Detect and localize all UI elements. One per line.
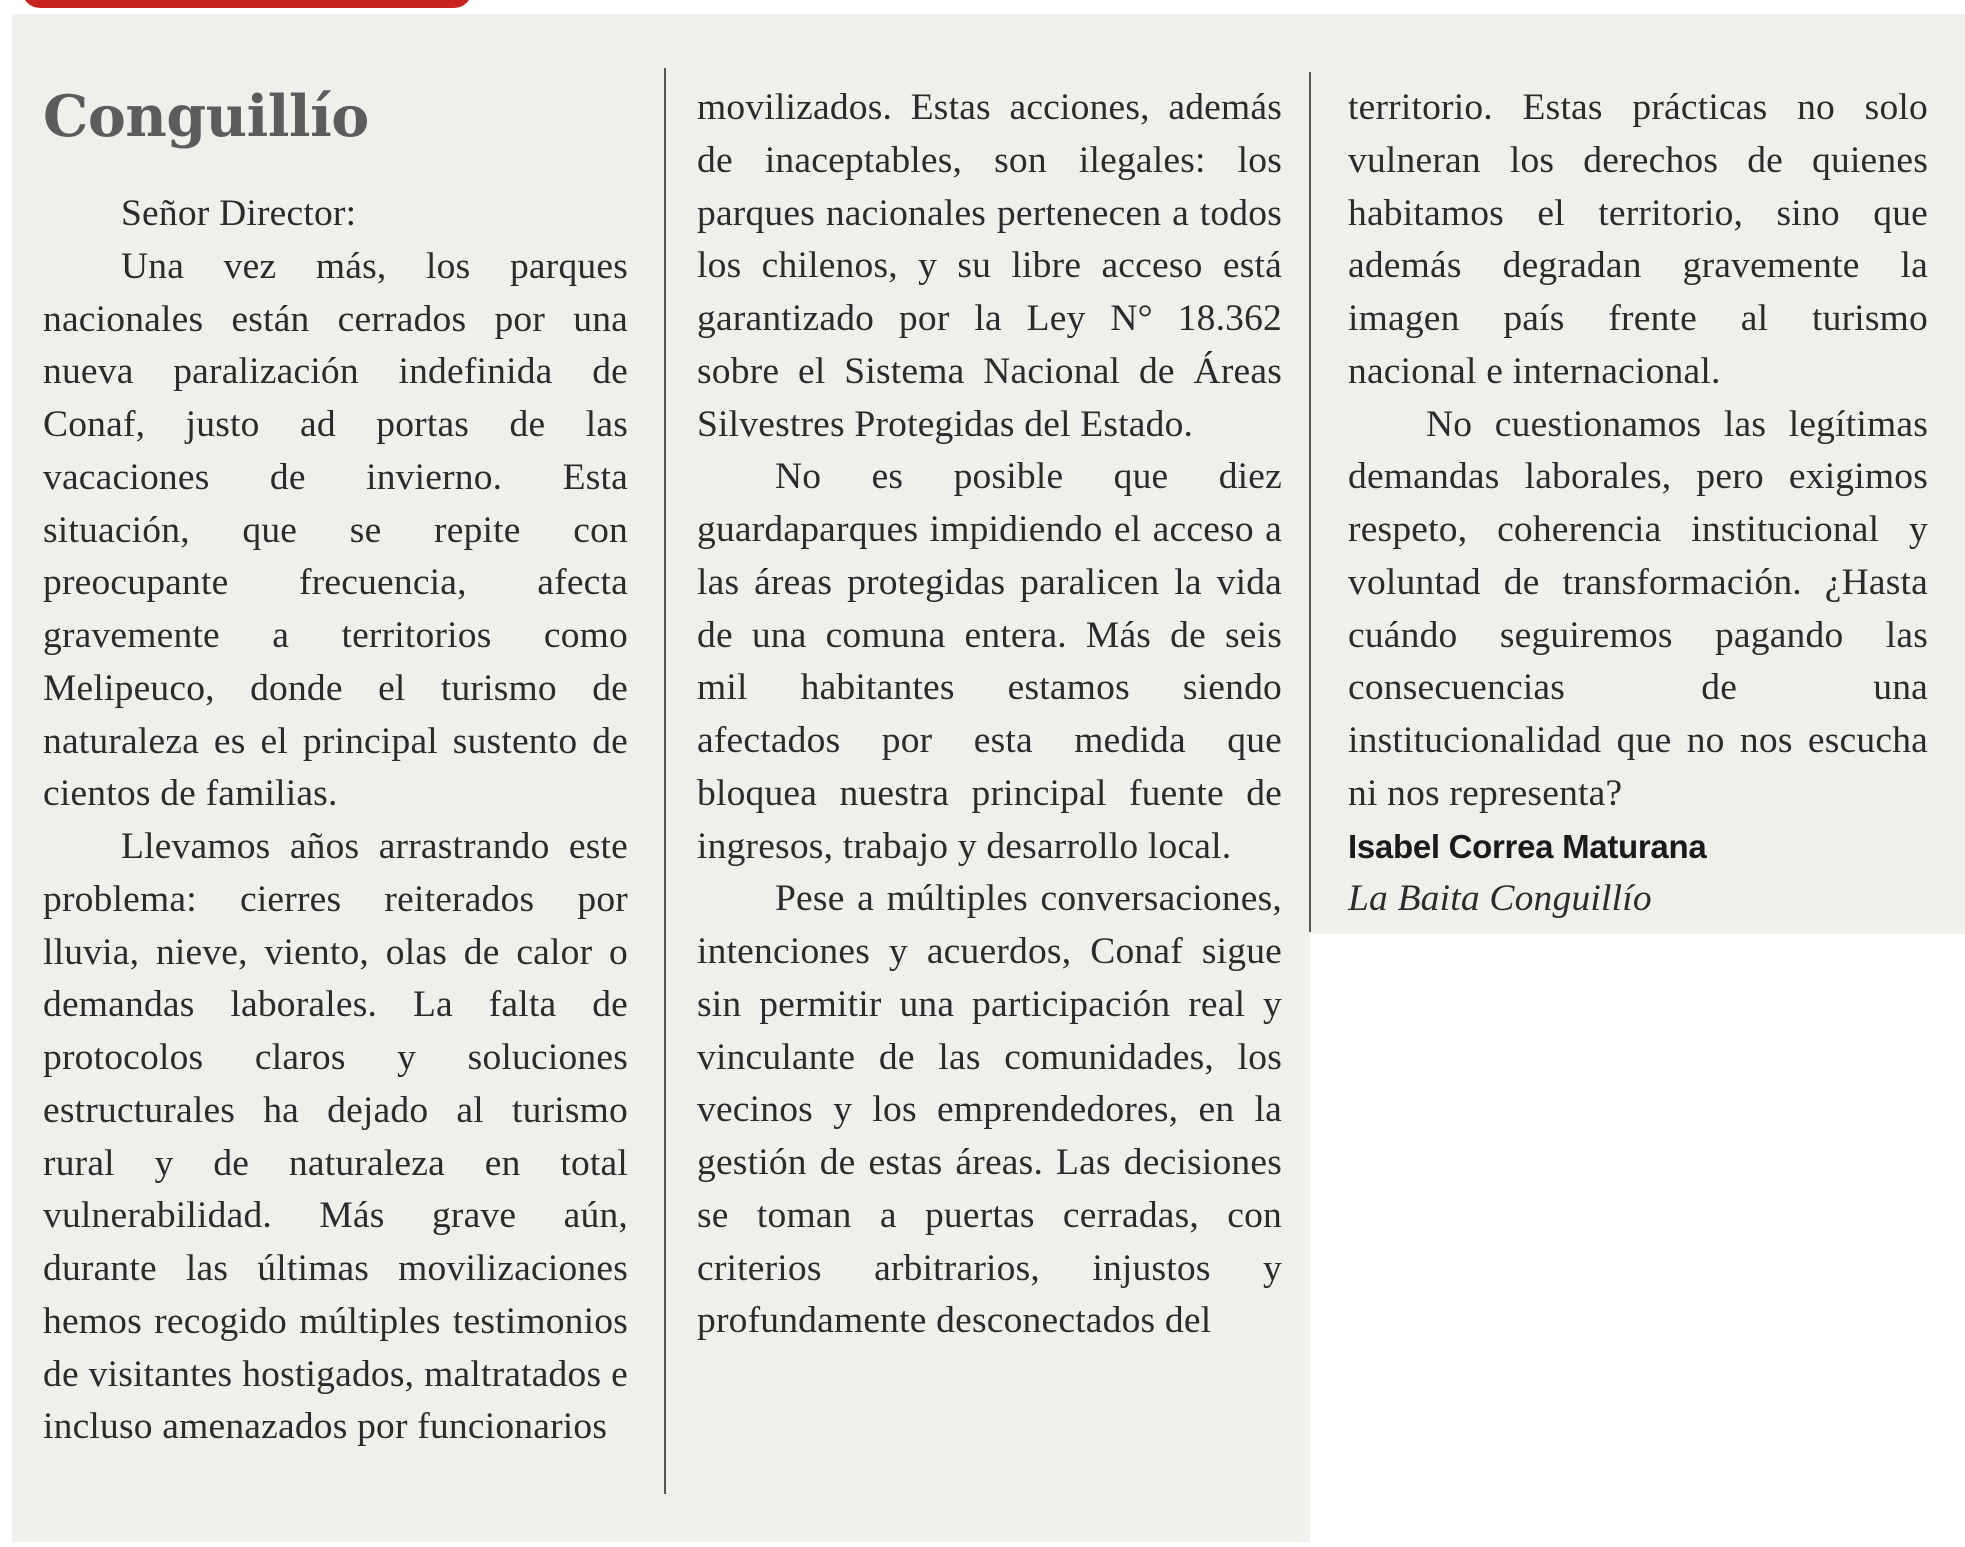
paragraph: Pese a múltiples conversaciones, intenciones y acuerdos, Conaf sigue sin permitir una participación real y vinculante de las comunidades, los vecinos y los emprendedores, en la gestión de estas áreas. Las decisiones se toman a puertas cerradas, con criterios arbitrarios, injustos y profundamente desconectados del: [697, 878, 1282, 1342]
paragraph: Una vez más, los parques nacionales están cerrados por una nueva paralización indefinida de Conaf, justo ad portas de las vacaciones de invierno. Esta situación, que se repite con preocupante frecuencia, afecta gravemente a territorios como Melipeuco, donde el turismo de naturaleza es el principal sustento de cientos de familias.: [43, 245, 628, 815]
salutation: Señor Director:: [121, 193, 357, 234]
section-masthead-fragment: [22, 0, 472, 8]
paragraph: No cuestionamos las legítimas demandas laborales, pero exigimos respeto, coherencia institucional y voluntad de transformación. ¿Hasta cuándo seguiremos pagando las consecuencias de una institucionalidad que no nos escucha ni nos representa?: [1348, 403, 1928, 814]
article-column-2: [697, 82, 1282, 1348]
article-column-1: [43, 82, 628, 1454]
column-divider: [1309, 72, 1311, 932]
paragraph: Llevamos años arrastrando este problema: cierres reiterados por lluvia, nieve, viento, olas de calor o demandas laborales. La falta de protocolos claros y soluciones estructurales ha dejado al turismo rural y de naturaleza en total vulnerabilidad. Más grave aún, durante las últimas movilizaciones hemos recogido múltiples testimonios de visitantes hostigados, maltratados e incluso amenazados por funcionarios: [43, 826, 628, 1448]
column-divider: [664, 68, 666, 1494]
article-column-3: [1348, 82, 1928, 926]
paragraph: movilizados. Estas acciones, además de inaceptables, son ilegales: los parques nacionales pertenecen a todos los chilenos, y su libre acceso está garantizado por la Ley N° 18.362 sobre el Sistema Nacional de Áreas Silvestres Protegidas del Estado.: [697, 87, 1282, 445]
signature-name: Isabel Correa Maturana: [1348, 827, 1707, 865]
signature-organization: La Baita Conguillío: [1348, 878, 1652, 920]
paragraph: No es posible que diez guardaparques impidiendo el acceso a las áreas protegidas paralicen la vida de una comuna entera. Más de seis mil habitantes estamos siendo afectados por esta medida que bloquea nuestra principal fuente de ingresos, trabajo y desarrollo local.: [697, 456, 1282, 867]
paragraph: territorio. Estas prácticas no solo vulneran los derechos de quienes habitamos el territorio, sino que además degradan gravemente la imagen país frente al turismo nacional e internacional.: [1348, 87, 1928, 392]
headline: Conguillío: [43, 83, 369, 150]
